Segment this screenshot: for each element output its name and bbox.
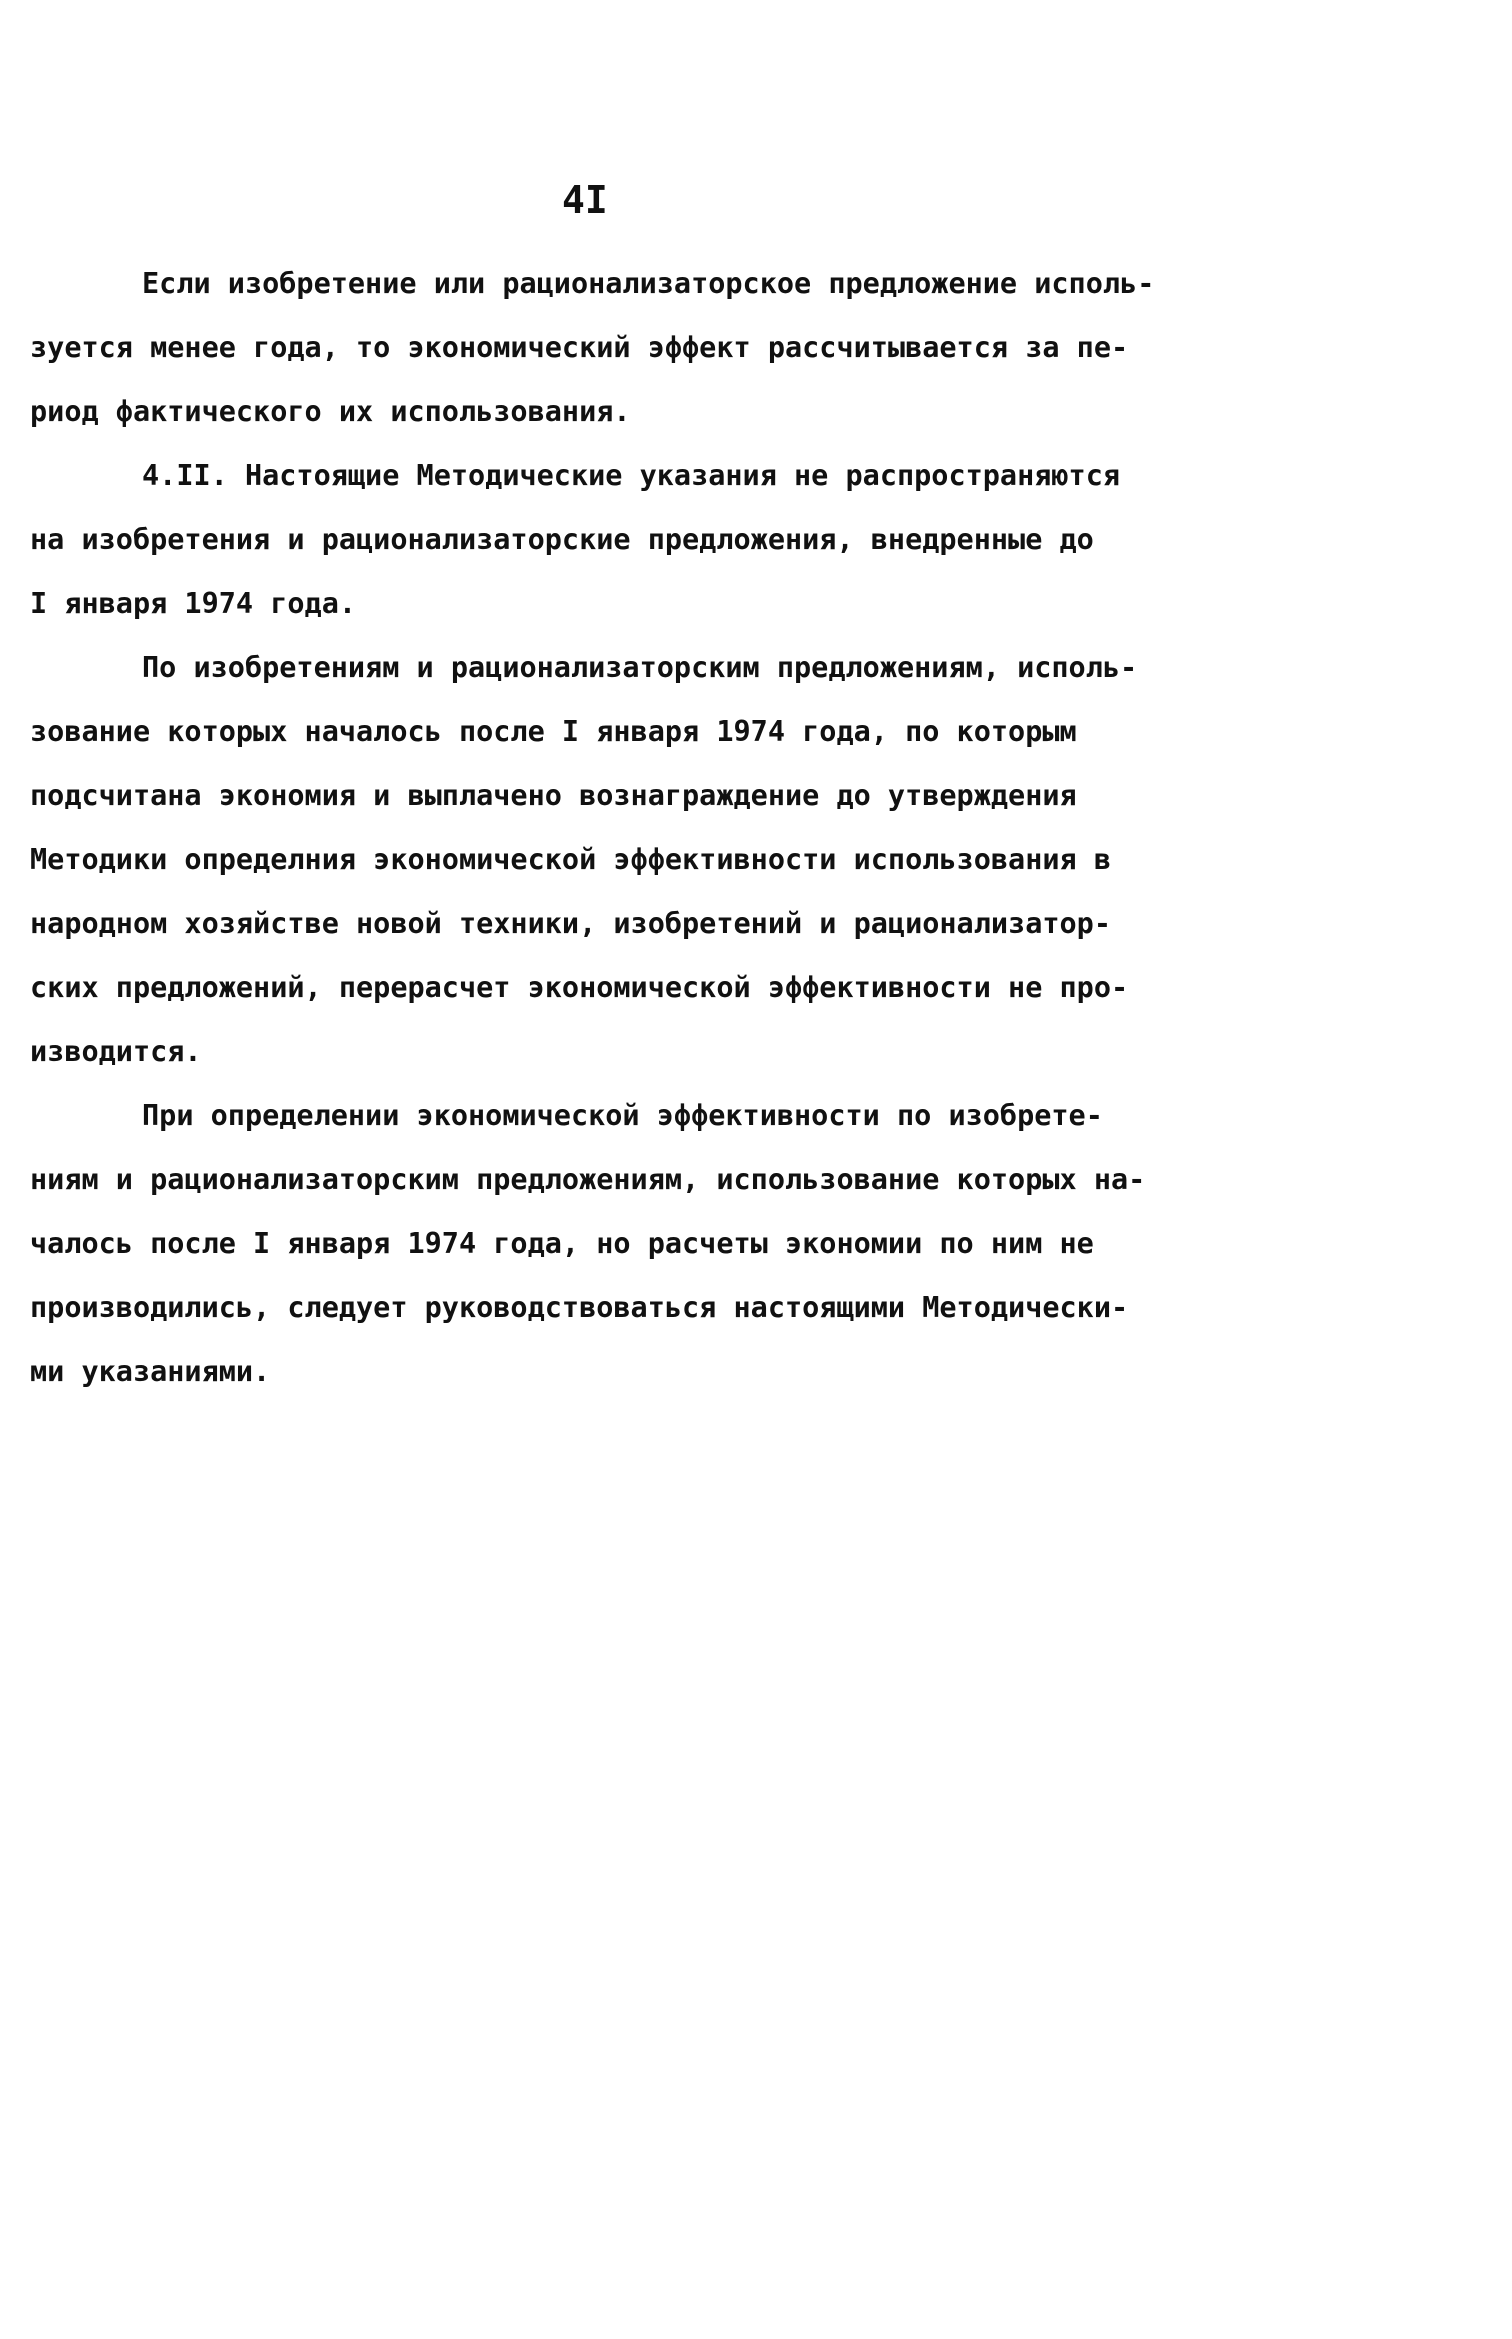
paragraph-1 — [30, 252, 1320, 444]
text-line: подсчитана экономия и выплачено вознаграждение до утверждения — [30, 779, 1077, 812]
text-line: ми указаниями. — [30, 1355, 271, 1388]
text-line: изводится. — [30, 1035, 202, 1068]
text-line: риод фактического их использования. — [30, 395, 631, 428]
paragraph-4 — [30, 1084, 1320, 1404]
text-line: При определении экономической эффективности по изобрете- — [142, 1099, 1103, 1132]
text-line: народном хозяйстве новой техники, изобретений и рационализатор- — [30, 907, 1111, 940]
paragraph-2 — [30, 444, 1320, 636]
text-line: на изобретения и рационализаторские предложения, внедренные до — [30, 523, 1094, 556]
text-line: производились, следует руководствоваться настоящими Методически- — [30, 1291, 1129, 1324]
text-line: зование которых началось после I января 1974 года, по которым — [30, 715, 1077, 748]
text-line: По изобретениям и рационализаторским предложениям, исполь- — [142, 651, 1138, 684]
text-line: зуется менее года, то экономический эффект рассчитывается за пе- — [30, 331, 1129, 364]
page-number: 4I — [562, 178, 608, 222]
text-line: ских предложений, перерасчет экономической эффективности не про- — [30, 971, 1129, 1004]
body-text — [30, 252, 1320, 1404]
text-line: 4.II. Настоящие Методические указания не распространяются — [142, 459, 1121, 492]
text-line: Если изобретение или рационализаторское предложение исполь- — [142, 267, 1155, 300]
text-line: I января 1974 года. — [30, 587, 357, 620]
text-line: чалось после I января 1974 года, но расчеты экономии по ним не — [30, 1227, 1094, 1260]
paragraph-3 — [30, 636, 1320, 1084]
text-line: Методики определния экономической эффективности использования в — [30, 843, 1111, 876]
text-line: ниям и рационализаторским предложениям, использование которых на- — [30, 1163, 1146, 1196]
